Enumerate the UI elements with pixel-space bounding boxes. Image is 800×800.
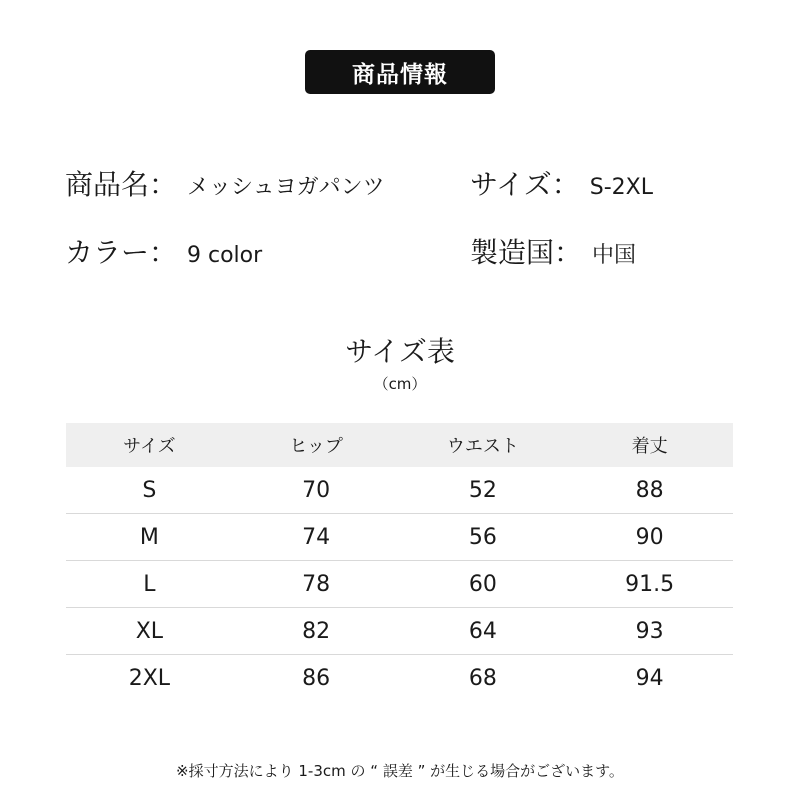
- table-row: [66, 467, 733, 514]
- table-cell: M: [66, 514, 233, 561]
- column-header: 着丈: [566, 423, 733, 467]
- table-cell: 78: [233, 561, 400, 608]
- table-row: [66, 561, 733, 608]
- info-size: [470, 163, 653, 203]
- color-label: カラー：: [65, 236, 178, 269]
- color-value: 9 color: [187, 243, 263, 268]
- table-cell: 64: [400, 608, 567, 655]
- table-cell: 74: [233, 514, 400, 561]
- product-name-label: 商品名：: [65, 168, 178, 201]
- table-cell: 91.5: [566, 561, 733, 608]
- size-value: S-2XL: [589, 175, 653, 200]
- table-cell: 94: [635, 665, 664, 691]
- product-name-value: メッシュヨガパンツ: [187, 175, 385, 200]
- table-cell: S: [66, 467, 233, 514]
- origin-label: 製造国：: [470, 236, 583, 269]
- table-row: [66, 608, 733, 655]
- column-header: ヒップ: [233, 423, 400, 467]
- measurement-footnote: ※採寸方法により 1-3cm の “ 誤差 ” が生じる場合がございます。: [176, 762, 624, 780]
- table-cell: 90: [566, 514, 733, 561]
- size-chart-title: サイズ表: [345, 335, 455, 368]
- table-cell: L: [66, 561, 233, 608]
- table-cell: 56: [400, 514, 567, 561]
- table-cell: 52: [400, 467, 567, 514]
- table-cell: 68: [468, 665, 497, 691]
- column-header: サイズ: [66, 423, 233, 467]
- table-cell: 93: [566, 608, 733, 655]
- section-badge-product-info: 商品情報: [305, 50, 495, 94]
- table-cell: 2XL: [128, 665, 171, 691]
- table-row: [66, 655, 733, 702]
- table-header-row: [66, 423, 733, 467]
- size-label: サイズ：: [470, 168, 580, 201]
- table-cell: 82: [233, 608, 400, 655]
- table-cell: 88: [566, 467, 733, 514]
- column-header: ウエスト: [400, 423, 567, 467]
- table-cell: 70: [233, 467, 400, 514]
- table-row: [66, 514, 733, 561]
- info-product-name: [65, 163, 385, 203]
- info-color: [65, 231, 262, 271]
- table-cell: XL: [66, 608, 233, 655]
- size-chart-unit: （cm）: [373, 375, 427, 393]
- table-cell: 60: [400, 561, 567, 608]
- size-chart-table: [66, 423, 733, 701]
- origin-value: 中国: [592, 243, 637, 268]
- info-origin: [470, 231, 636, 271]
- table-cell: 86: [302, 665, 331, 691]
